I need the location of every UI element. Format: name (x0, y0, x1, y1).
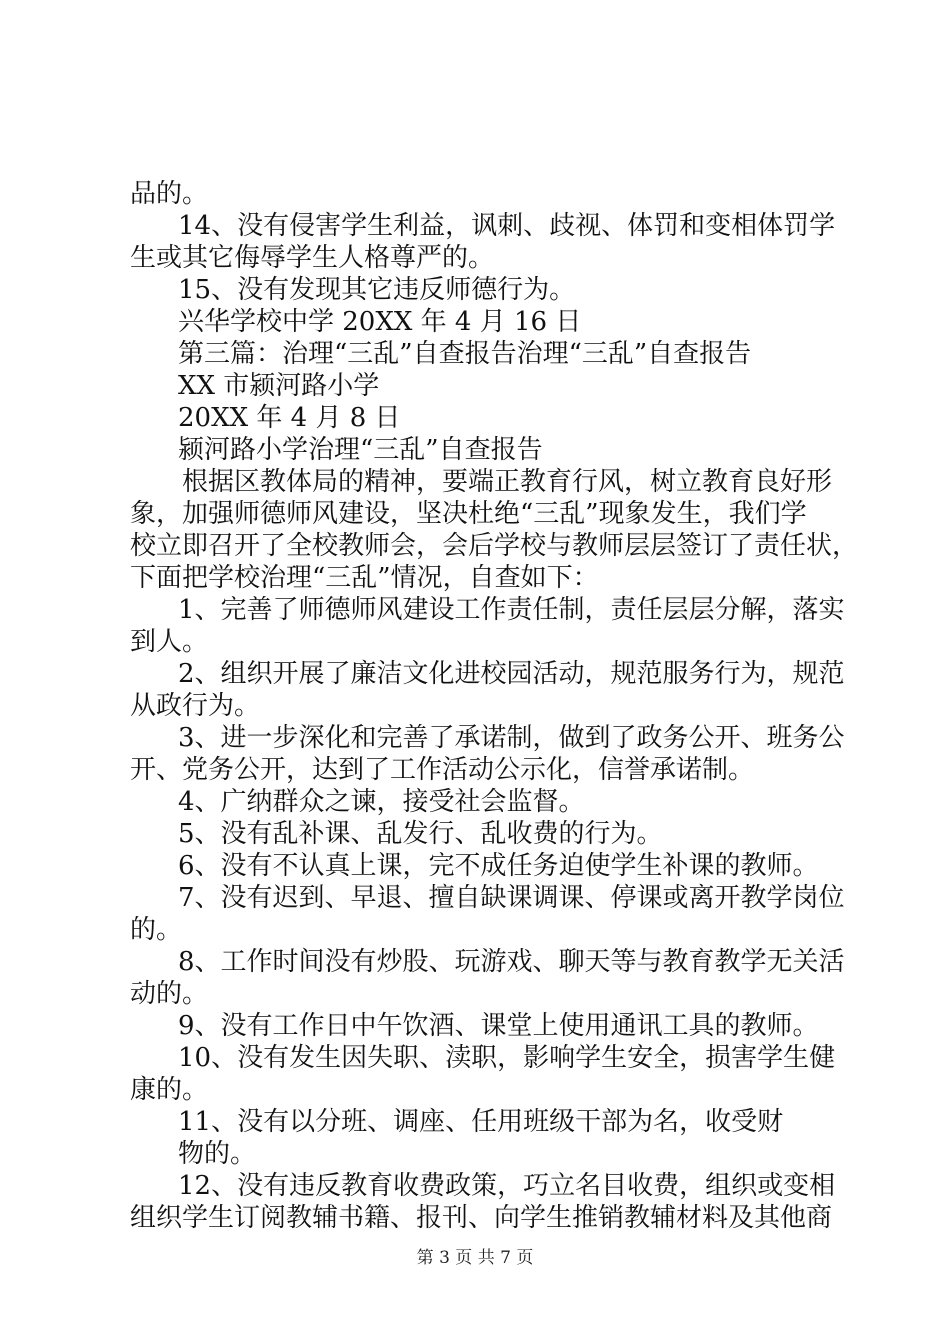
text-line: 6、没有不认真上课，完不成任务迫使学生补课的教师。 (178, 851, 819, 881)
text-line: 20XX 年 4 月 8 日 (178, 403, 401, 433)
text-line: 12、没有违反教育收费政策，巧立名目收费，组织或变相 (178, 1171, 836, 1201)
section-heading: 第三篇：治理“三乱”自查报告治理“三乱”自查报告 (178, 339, 752, 369)
text-line: 到人。 (130, 627, 209, 657)
text-line: 品的。 (130, 179, 209, 209)
text-line: 10、没有发生因失职、渎职，影响学生安全，损害学生健 (178, 1043, 836, 1073)
text-line: 动的。 (130, 979, 209, 1009)
text-line: 的。 (130, 915, 183, 945)
text-line: 1、完善了师德师风建设工作责任制，责任层层分解，落实 (178, 595, 845, 625)
text-line: 5、没有乱补课、乱发行、乱收费的行为。 (178, 819, 663, 849)
text-line: 生或其它侮辱学生人格尊严的。 (130, 243, 495, 273)
text-line: 2、组织开展了廉洁文化进校园活动，规范服务行为，规范 (178, 659, 845, 689)
text-line: 7、没有迟到、早退、擅自缺课调课、停课或离开教学岗位 (178, 883, 845, 913)
text-line: 根据区教体局的精神，要端正教育行风，树立教育良好形 (182, 467, 833, 497)
page-number-footer: 第 3 页 共 7 页 (416, 1248, 534, 1268)
report-title: 颍河路小学治理“三乱”自查报告 (178, 435, 543, 465)
text-line: 3、进一步深化和完善了承诺制，做到了政务公开、班务公 (178, 723, 845, 753)
text-line: 物的。 (178, 1139, 257, 1169)
text-line: 9、没有工作日中午饮酒、课堂上使用通讯工具的教师。 (178, 1011, 819, 1041)
text-line: 象，加强师德师风建设，坚决杜绝“三乱”现象发生，我们学 (130, 499, 807, 529)
text-line: 4、广纳群众之谏，接受社会监督。 (178, 787, 585, 817)
text-line: 开、党务公开，达到了工作活动公示化，信誉承诺制。 (130, 755, 755, 785)
text-line: 14、没有侵害学生利益，讽刺、歧视、体罚和变相体罚学 (178, 211, 836, 241)
text-line: 康的。 (130, 1075, 209, 1105)
text-line: 15、没有发现其它违反师德行为。 (178, 275, 576, 305)
text-line: 8、工作时间没有炒股、玩游戏、聊天等与教育教学无关活 (178, 947, 845, 977)
text-line: 从政行为。 (130, 691, 261, 721)
text-line: 下面把学校治理“三乱”情况，自查如下： (130, 563, 599, 593)
text-line: 校立即召开了全校教师会，会后学校与教师层层签订了责任状， (130, 531, 859, 561)
text-line: 组织学生订阅教辅书籍、报刊、向学生推销教辅材料及其他商 (130, 1203, 833, 1233)
text-line: XX 市颍河路小学 (178, 371, 380, 401)
text-line: 11、没有以分班、调座、任用班级干部为名，收受财 (178, 1107, 784, 1137)
text-line: 兴华学校中学 20XX 年 4 月 16 日 (178, 307, 582, 337)
